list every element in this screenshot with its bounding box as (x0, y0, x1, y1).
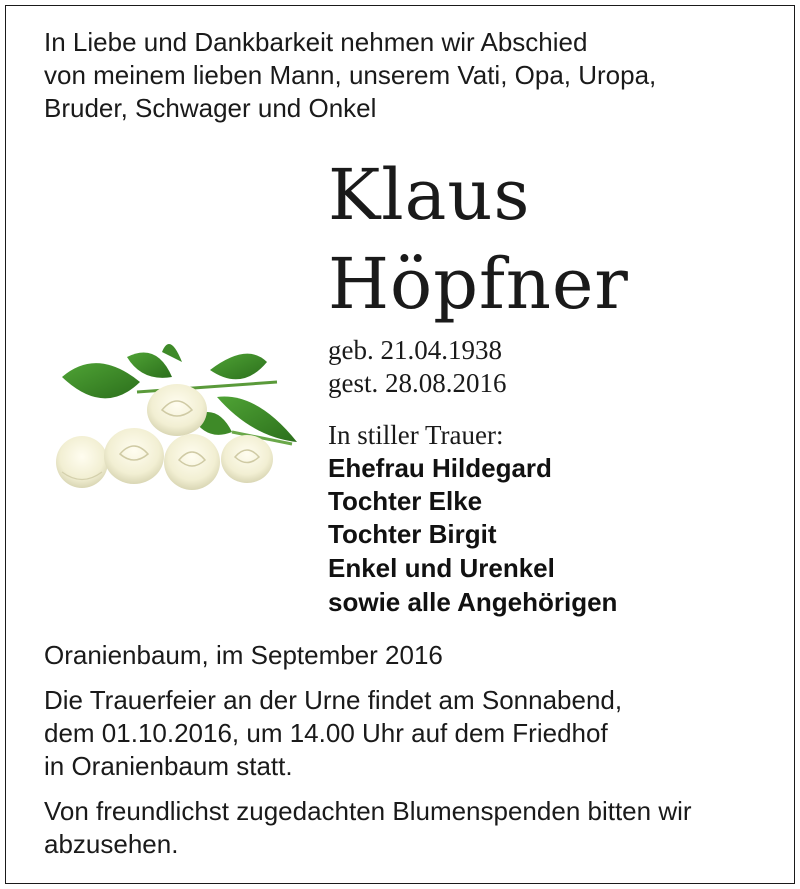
intro-line-1: In Liebe und Dankbarkeit nehmen wir Abschied (44, 27, 588, 57)
flowers-note-line-1: Von freundlichst zugedachten Blumenspenden bitten wir (44, 796, 692, 826)
intro-line-3: Bruder, Schwager und Onkel (44, 93, 377, 123)
place-date: Oranienbaum, im September 2016 (44, 640, 443, 670)
mourner-5: sowie alle Angehörigen (328, 587, 618, 617)
mourner-1: Ehefrau Hildegard (328, 453, 552, 483)
intro-line-2: von meinem lieben Mann, unserem Vati, Opa, Uropa, (44, 60, 657, 90)
white-roses-image (42, 322, 300, 514)
mourning-label: In stiller Trauer: (328, 420, 504, 450)
deceased-first-name: Klaus (328, 154, 531, 236)
flowers-note-line-2: abzusehen. (44, 829, 179, 859)
mourner-3: Tochter Birgit (328, 519, 497, 549)
mourner-2: Tochter Elke (328, 486, 483, 516)
ceremony-line-3: in Oranienbaum statt. (44, 751, 293, 781)
ceremony-line-1: Die Trauerfeier an der Urne findet am Sonnabend, (44, 685, 623, 715)
mourner-4: Enkel und Urenkel (328, 553, 555, 583)
ceremony-line-2: dem 01.10.2016, um 14.00 Uhr auf dem Friedhof (44, 718, 608, 748)
death-date: gest. 28.08.2016 (328, 368, 507, 398)
birth-date: geb. 21.04.1938 (328, 335, 502, 365)
deceased-last-name: Höpfner (328, 243, 629, 325)
